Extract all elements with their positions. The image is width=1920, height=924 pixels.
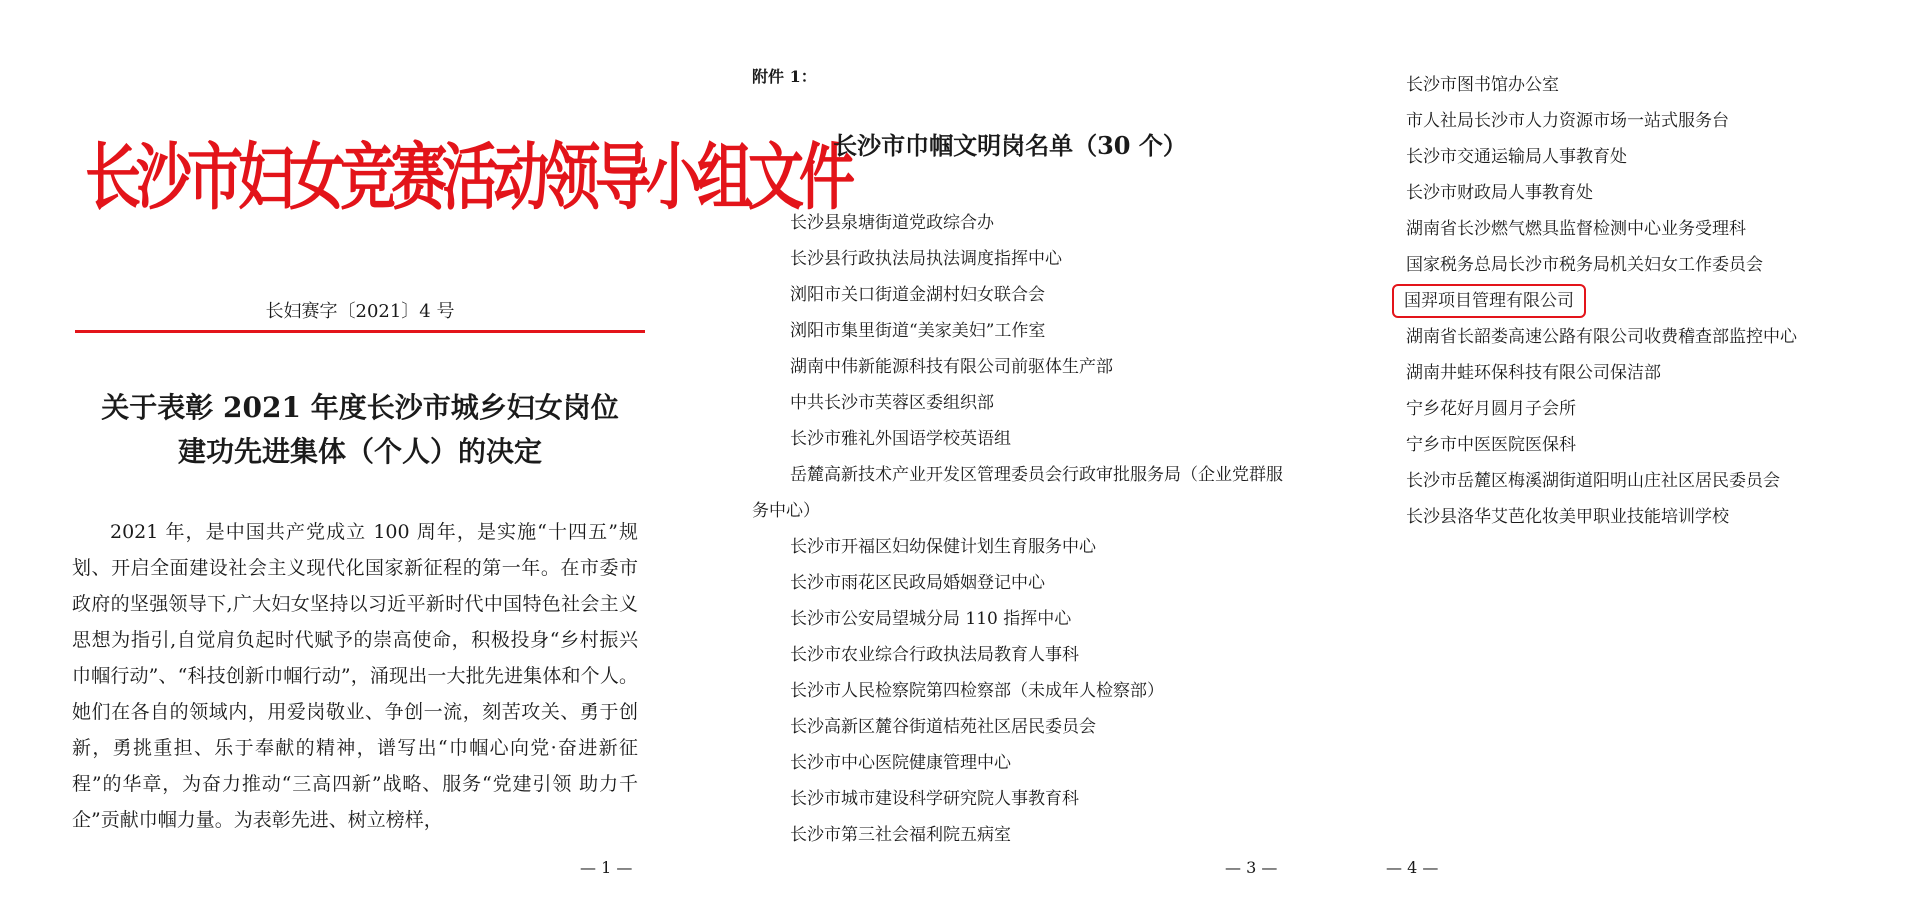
list-item: 浏阳市集里街道“美家美妇”工作室 (790, 321, 1046, 341)
list-item: 长沙市岳麓区梅溪湖街道阳明山庄社区居民委员会 (1406, 471, 1780, 491)
list-item: 长沙市公安局望城分局 110 指挥中心 (790, 609, 1072, 629)
list-item: 长沙县泉塘街道党政综合办 (790, 213, 994, 233)
decision-title (75, 386, 645, 474)
list-item: 长沙县行政执法局执法调度指挥中心 (790, 249, 1062, 269)
page-number-3: — 3 — (1225, 858, 1278, 877)
red-divider-line (75, 330, 645, 333)
document-number: 长妇赛字〔2021〕4 号 (265, 301, 455, 322)
page-number-4: — 4 — (1386, 858, 1439, 877)
list-title: 长沙市巾帼文明岗名单（30 个） (833, 131, 1187, 160)
highlighted-list-item (1406, 283, 1906, 319)
list-item: 长沙市交通运输局人事教育处 (1406, 147, 1627, 167)
honor-list-page-4 (1406, 67, 1906, 535)
list-item: 宁乡花好月圆月子会所 (1406, 399, 1576, 419)
list-item: 湖南井蛙环保科技有限公司保洁部 (1406, 363, 1661, 383)
attachment-label: 附件 1： (752, 67, 817, 86)
list-item: 国家税务总局长沙市税务局机关妇女工作委员会 (1406, 255, 1763, 275)
decision-title-line-2: 建功先进集体（个人）的决定 (177, 435, 542, 468)
list-item: 长沙市中心医院健康管理中心 (790, 753, 1011, 773)
list-item: 中共长沙市芙蓉区委组织部 (790, 393, 994, 413)
list-item: 长沙市开福区妇幼保健计划生育服务中心 (790, 537, 1096, 557)
list-item: 湖南省长韶娄高速公路有限公司收费稽查部监控中心 (1406, 327, 1797, 347)
list-item: 长沙市雅礼外国语学校英语组 (790, 429, 1011, 449)
list-item: 长沙市农业综合行政执法局教育人事科 (790, 645, 1079, 665)
list-item: 湖南中伟新能源科技有限公司前驱体生产部 (790, 357, 1113, 377)
document-page-3 (740, 0, 1320, 924)
list-item: 长沙市雨花区民政局婚姻登记中心 (790, 573, 1045, 593)
list-item: 宁乡市中医医院医保科 (1406, 435, 1576, 455)
highlight-box: 国羿项目管理有限公司 (1394, 286, 1584, 316)
honor-list-page-3 (752, 205, 1292, 853)
page-number-1: — 1 — (580, 858, 633, 877)
list-item: 岳麓高新技术产业开发区管理委员会行政审批服务局（企业党群服务中心） (752, 465, 1283, 521)
list-item: 长沙市财政局人事教育处 (1406, 183, 1593, 203)
list-item: 长沙县洛华艾芭化妆美甲职业技能培训学校 (1406, 507, 1729, 527)
document-page-4 (1380, 0, 1920, 924)
list-item: 市人社局长沙市人力资源市场一站式服务台 (1406, 111, 1729, 131)
list-item: 浏阳市关口街道金湖村妇女联合会 (790, 285, 1045, 305)
list-item: 湖南省长沙燃气燃具监督检测中心业务受理科 (1406, 219, 1746, 239)
list-item: 长沙高新区麓谷街道桔苑社区居民委员会 (790, 717, 1096, 737)
decision-title-line-1: 关于表彰 2021 年度长沙市城乡妇女岗位 (101, 391, 619, 424)
document-red-header: 长沙市妇女竞赛活动领导小组文件 (85, 136, 850, 221)
list-item: 长沙市人民检察院第四检察部（未成年人检察部） (790, 681, 1164, 701)
list-item: 长沙市图书馆办公室 (1406, 75, 1559, 95)
list-item: 长沙市第三社会福利院五病室 (790, 825, 1011, 845)
list-item: 长沙市城市建设科学研究院人事教育科 (790, 789, 1079, 809)
decision-body-paragraph: 2021 年，是中国共产党成立 100 周年，是实施“十四五”规划、开启全面建设社会主义现代化国家新征程的第一年。在市委市政府的坚强领导下,广大妇女坚持以习近平新时代中国特色社会主义思想为指引,自觉肩负起时代赋予的崇高使命，积极投身“乡村振兴巾帼行动”、“科技创新巾帼行动”，涌现出一大批先进集体和个人。她们在各自的领域内，用爱岗敬业、争创一流，刻苦攻关、勇于创新，勇挑重担、乐于奉献的精神，谱写出“巾帼心向党·奋进新征程”的华章，为奋力推动“三高四新”战略、服务“党建引领 助力千企”贡献巾帼力量。为表彰先进、树立榜样， (72, 521, 638, 831)
